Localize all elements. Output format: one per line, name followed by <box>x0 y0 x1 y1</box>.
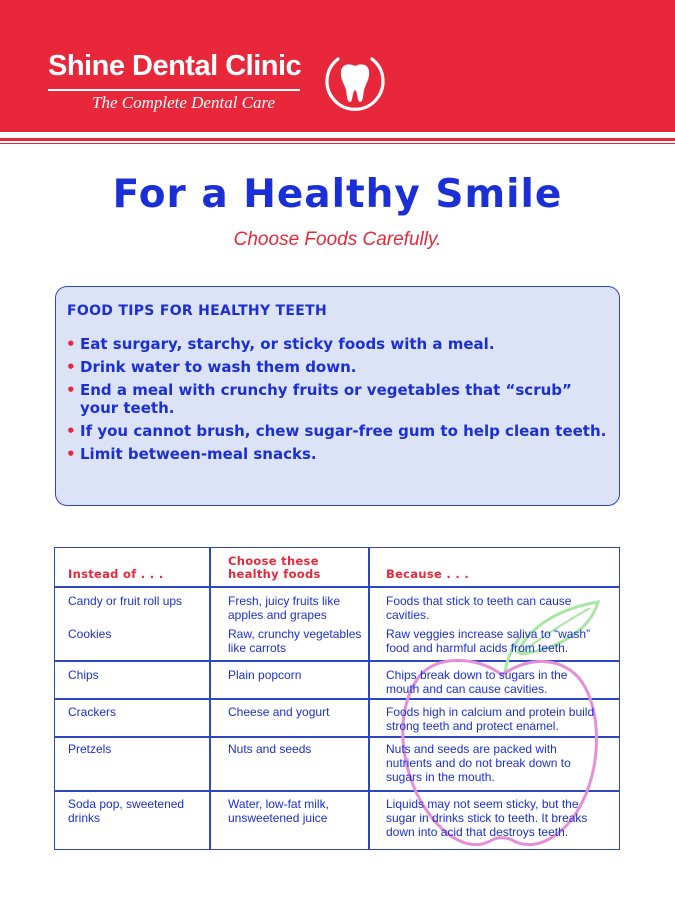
table-cell-because: Foods high in calcium and protein build strong teeth and protect enamel. <box>386 705 595 733</box>
table-cell-instead: Cookies <box>68 627 112 641</box>
tooth-icon <box>322 50 388 116</box>
page-title: For a Healthy Smile <box>112 172 563 217</box>
table-cell-choose: Fresh, juicy fruits like apples and grapes <box>228 594 341 622</box>
tip-item: • End a meal with crunchy fruits or vegetables that “scrub” your teeth. <box>66 381 572 417</box>
tip-item: • Drink water to wash them down. <box>66 358 357 376</box>
table-cell-because: Foods that stick to teeth can cause cavities. <box>386 594 572 622</box>
table-cell-choose: Plain popcorn <box>228 668 302 682</box>
clinic-name: Shine Dental Clinic <box>48 50 302 82</box>
table-cell-because: Nuts and seeds are packed with nutrients and do not break down to sugars in the mouth. <box>386 742 571 784</box>
tip-item: • Eat surgary, starchy, or sticky foods with a meal. <box>66 335 495 353</box>
table-header-because: Because . . . <box>386 567 469 581</box>
clinic-name-underline <box>48 89 300 91</box>
table-cell-choose: Cheese and yogurt <box>228 705 330 719</box>
header-rule-thin <box>0 143 675 144</box>
table-cell-instead: Candy or fruit roll ups <box>68 594 183 608</box>
clinic-tagline: The Complete Dental Care <box>92 93 276 112</box>
table-cell-because: Chips break down to sugars in the mouth and can cause cavities. <box>386 668 568 696</box>
page-subtitle: Choose Foods Carefully. <box>233 229 442 250</box>
tip-text: Limit between-meal snacks. <box>80 445 317 463</box>
tips-list <box>66 335 611 468</box>
food-tips-box <box>55 286 620 506</box>
table-header-instead-of: Instead of . . . <box>68 567 164 581</box>
tip-text: Drink water to wash them down. <box>80 358 357 376</box>
table-cell-choose: Nuts and seeds <box>228 742 312 756</box>
table-header-choose: Choose these healthy foods <box>228 554 321 581</box>
table-cell-choose: Raw, crunchy vegetables like carrots <box>228 627 362 655</box>
table-cell-because: Raw veggies increase saliva to “wash” food and harmful acids from teeth. <box>386 627 591 655</box>
tip-text: End a meal with crunchy fruits or vegetables that “scrub” your teeth. <box>80 381 572 417</box>
tip-item: • Limit between-meal snacks. <box>66 445 317 463</box>
header-rule <box>0 138 675 141</box>
table-cell-instead: Soda pop, sweetened drinks <box>68 797 185 825</box>
tip-text: Eat surgary, starchy, or sticky foods with a meal. <box>80 335 495 353</box>
table-cell-instead: Pretzels <box>68 742 112 756</box>
table-cell-instead: Crackers <box>68 705 117 719</box>
table-header-divider <box>55 586 619 588</box>
tip-item: • If you cannot brush, chew sugar-free gum to help clean teeth. <box>66 422 607 440</box>
table-cell-choose: Water, low-fat milk, unsweetened juice <box>228 797 329 825</box>
tip-text: If you cannot brush, chew sugar-free gum to help clean teeth. <box>80 422 607 440</box>
table-cell-instead: Chips <box>68 668 99 682</box>
tips-heading: FOOD TIPS FOR HEALTHY TEETH <box>67 303 327 319</box>
header-band <box>0 0 675 132</box>
table-cell-because: Liquids may not seem sticky, but the sugar in drinks stick to teeth. It breaks down into acid that destroys teeth. <box>386 797 588 839</box>
